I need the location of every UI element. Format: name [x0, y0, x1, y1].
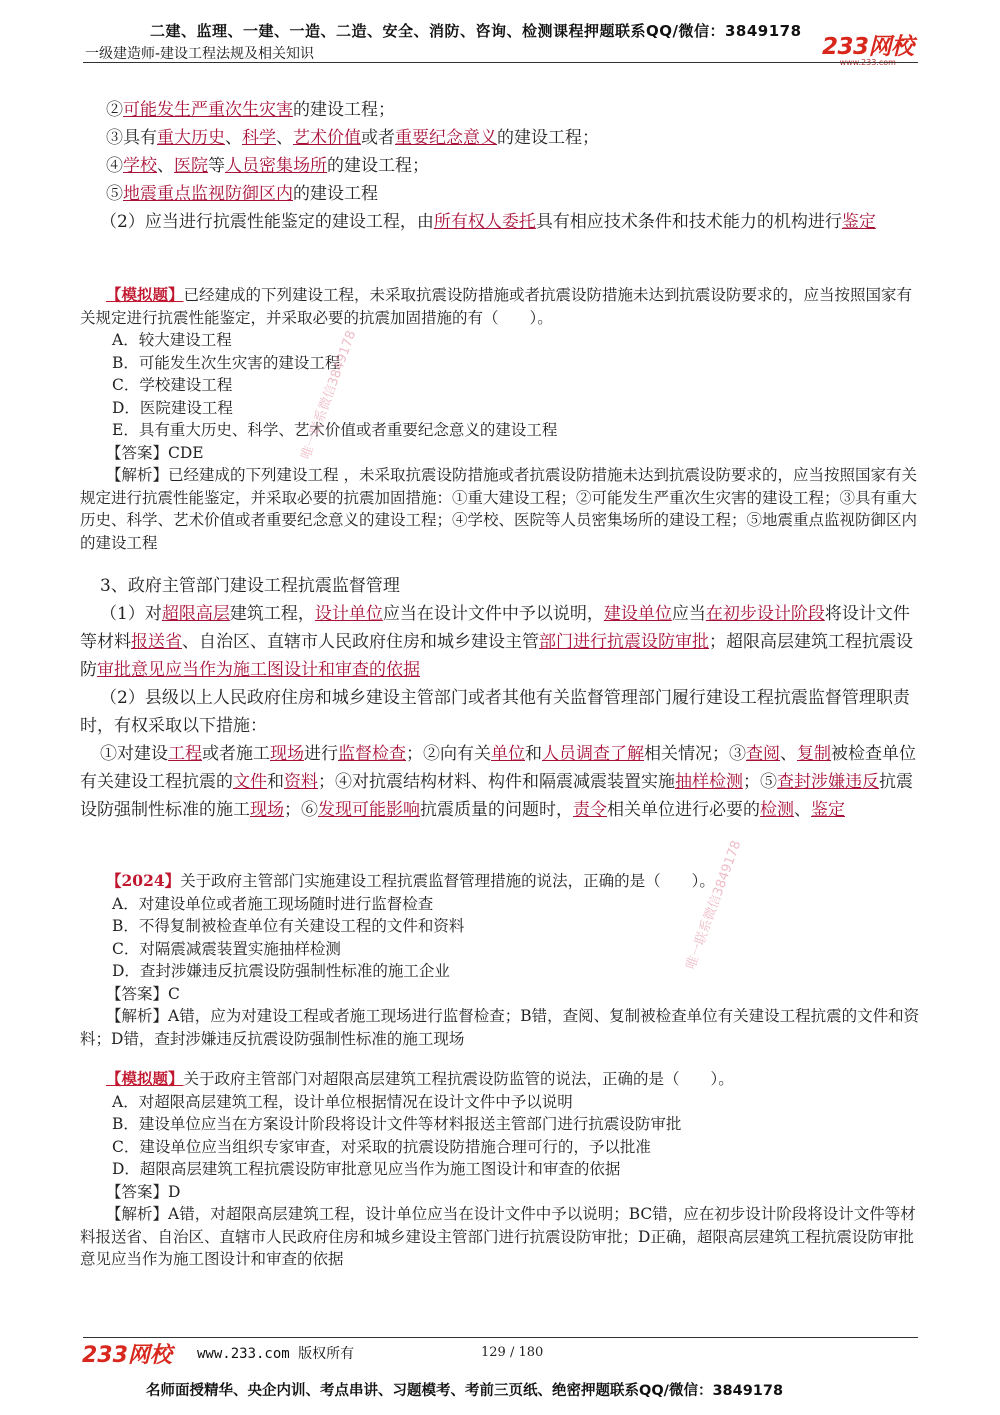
text: 进行 — [304, 744, 338, 764]
option: D．查封涉嫌违反抗震设防强制性标准的施工企业 — [112, 962, 450, 980]
answer-tag: 【答案】 — [106, 1182, 169, 1201]
text: ；超限高层建筑工程抗震设防 — [80, 632, 913, 680]
intro-paragraph-2 — [80, 208, 920, 236]
option: C．对隔震减震装置实施抽样检测 — [112, 939, 341, 958]
text: 、 — [276, 128, 293, 148]
header-logo-text: 233网校 — [822, 34, 914, 60]
option: E．具有重大历史、科学、艺术价值或者重要纪念意义的建设工程 — [112, 421, 558, 439]
text: ③具有 — [106, 128, 157, 148]
key-term: 人员密集场所 — [225, 156, 327, 176]
question-stem — [80, 1068, 920, 1091]
text: 、自治区、直辖市人民政府住房和城乡建设主管 — [182, 632, 539, 652]
key-term: 艺术价值 — [293, 128, 361, 148]
text: ② — [106, 100, 123, 120]
key-term: 在初步设计阶段 — [705, 604, 825, 624]
text: 建筑工程， — [229, 604, 315, 624]
key-term: 现场 — [250, 800, 284, 820]
stem-text: 关于政府主管部门对超限高层建筑工程抗震设防监管的说法，正确的是（ ）。 — [183, 1070, 734, 1088]
text: 、 — [225, 128, 242, 148]
text: 应当在设计文件中予以说明， — [382, 604, 604, 624]
text: 、 — [780, 744, 797, 764]
key-term: 设计单位 — [314, 604, 383, 624]
answer-value: CDE — [168, 443, 204, 462]
answer — [80, 442, 920, 465]
text: 的建设工程； — [327, 156, 429, 176]
text: 、 — [157, 156, 174, 176]
section-paragraph-1 — [80, 600, 920, 684]
text: 将设计文件等材料 — [80, 604, 910, 652]
analysis-tag: 【解析】 — [106, 466, 169, 484]
text: ④ — [106, 156, 123, 176]
analysis-tag: 【解析】 — [106, 1007, 169, 1025]
footer-divider — [83, 1337, 918, 1338]
section-paragraph-2: （2）县级以上人民政府住房和城乡建设主管部门或者其他有关监督管理部门履行建设工程抗震监督管理职责时，有权采取以下措施： — [80, 688, 910, 736]
key-term: 监督检查 — [338, 744, 406, 764]
question-stem — [80, 284, 920, 329]
analysis-text: A错，对超限高层建筑工程，设计单位应当在设计文件中予以说明；BC错，应在初步设计阶段将设计文件等材料报送省、自治区、直辖市人民政府住房和城乡建设主管部门进行抗震设防审批；D正确，超限高层建筑工程抗震设防审批意见应当作为施工图设计和审查的依据 — [80, 1205, 916, 1268]
key-term: 审批意见应当作为施工图设计和审查的依据 — [97, 660, 420, 680]
text: ；②向有关 — [406, 744, 491, 764]
text: （2）应当进行抗震性能鉴定的建设工程，由 — [100, 212, 434, 232]
key-term: 查封涉嫌违反 — [777, 772, 879, 792]
answer-tag: 【答案】 — [106, 984, 169, 1003]
key-term: 资料 — [284, 772, 318, 792]
footer-promo: 名师面授精华、央企内训、考点串讲、习题模考、考前三页纸、绝密押题联系QQ/微信：3849178 — [146, 1383, 784, 1399]
option: A．较大建设工程 — [112, 331, 232, 349]
intro-item-2 — [80, 96, 920, 124]
text: ；⑥ — [284, 800, 318, 820]
answer — [80, 983, 920, 1006]
key-term: 现场 — [270, 744, 304, 764]
text: 的建设工程 — [293, 184, 378, 204]
key-term: 检测 — [760, 800, 794, 820]
key-term: 复制 — [797, 744, 831, 764]
key-term: 单位 — [491, 744, 525, 764]
answer-value: D — [168, 1182, 181, 1201]
header-promo: 二建、监理、一建、一造、二造、安全、消防、咨询、检测课程押题联系QQ/微信：3849178 — [150, 22, 802, 40]
question-stem — [80, 870, 920, 893]
footer-logo: 233网校 — [82, 1343, 172, 1368]
key-term: 工程 — [168, 744, 202, 764]
text: 相关情况；③ — [644, 744, 746, 764]
option: B．可能发生次生灾害的建设工程 — [112, 353, 341, 372]
text: ；⑤ — [743, 772, 777, 792]
key-term: 查阅 — [746, 744, 780, 764]
key-term: 医院 — [174, 156, 208, 176]
intro-item-3 — [80, 124, 920, 152]
key-term: 可能发生严重次生灾害 — [123, 100, 293, 120]
intro-item-4 — [80, 152, 920, 180]
answer-tag: 【答案】 — [106, 443, 169, 462]
text: ；④对抗震结构材料、构件和隔震减震装置实施 — [318, 772, 675, 792]
intro-item-5 — [80, 180, 920, 208]
stem-text: 关于政府主管部门实施建设工程抗震监督管理措施的说法，正确的是（ ）。 — [180, 872, 715, 890]
analysis-tag: 【解析】 — [106, 1205, 169, 1223]
text: 具有相应技术条件和技术能力的机构进行 — [535, 212, 842, 232]
option: B．建设单位应当在方案设计阶段将设计文件等材料报送主管部门进行抗震设防审批 — [112, 1115, 682, 1133]
answer — [80, 1181, 920, 1204]
text: （1）对 — [100, 604, 162, 624]
section-paragraph-3 — [80, 740, 920, 824]
key-term: 建设单位 — [603, 604, 672, 624]
text: 或者 — [361, 128, 395, 148]
option: C．学校建设工程 — [112, 376, 233, 394]
key-term: 文件 — [233, 772, 267, 792]
text: 应当 — [671, 604, 706, 624]
question-tag: 【模拟题】 — [106, 1069, 184, 1088]
key-term: 责令 — [573, 800, 607, 820]
text: 抗震设防强制性标准的施工 — [80, 772, 913, 820]
key-term: 重大历史 — [157, 128, 225, 148]
stem-text: 已经建成的下列建设工程，未采取抗震设防措施或者抗震设防措施未达到抗震设防要求的，应当按照国家有关规定进行抗震性能鉴定，并采取必要的抗震加固措施的有（ ）。 — [80, 286, 913, 327]
key-term: 所有权人委托 — [433, 212, 536, 232]
key-term: 人员调查了解 — [542, 744, 644, 764]
key-term: 报送省 — [131, 632, 182, 652]
text: ⑤ — [106, 184, 123, 204]
key-term: 抽样检测 — [675, 772, 743, 792]
text: ①对建设 — [100, 744, 168, 764]
question-tag: 【模拟题】 — [106, 285, 184, 304]
watermark: 唯一联系微信3849178 — [298, 328, 360, 462]
question-tag: 【2024】 — [106, 871, 181, 890]
section-heading: 3、政府主管部门建设工程抗震监督管理 — [100, 576, 400, 596]
text: 、 — [794, 800, 811, 820]
option: D．超限高层建筑工程抗震设防审批意见应当作为施工图设计和审查的依据 — [112, 1160, 621, 1178]
analysis — [80, 1203, 920, 1271]
text: 抗震质量的问题时， — [420, 800, 573, 820]
key-term: 发现可能影响 — [318, 800, 420, 820]
analysis-text: A错，应为对建设工程或者施工现场进行监督检查；B错，查阅、复制被检查单位有关建设工程抗震的文件和资料；D错，查封涉嫌违反抗震设防强制性标准的施工现场 — [80, 1007, 920, 1048]
text: 等 — [208, 156, 225, 176]
key-term: 科学 — [242, 128, 276, 148]
question-1 — [80, 284, 920, 554]
text: 相关单位进行必要的 — [607, 800, 760, 820]
text: 的建设工程； — [293, 100, 395, 120]
intro-list — [80, 96, 920, 236]
analysis — [80, 1005, 920, 1050]
watermark: 唯一联系微信3849178 — [683, 838, 745, 972]
footer-copyright: www.233.com 版权所有 — [197, 1346, 355, 1362]
analysis — [80, 464, 920, 554]
answer-value: C — [168, 984, 180, 1003]
key-term: 地震重点监视防御区内 — [123, 184, 293, 204]
text: 和 — [267, 772, 284, 792]
text: 被检查单位有关建设工程抗震的 — [80, 744, 916, 792]
key-term: 部门进行抗震设防审批 — [539, 632, 709, 652]
section-3 — [80, 572, 920, 824]
header-logo-url: www.233.com — [839, 58, 896, 67]
option: D．医院建设工程 — [112, 398, 233, 417]
key-term: 鉴定 — [841, 212, 876, 232]
key-term: 学校 — [123, 156, 157, 176]
key-term: 重要纪念意义 — [395, 128, 497, 148]
header-divider — [83, 62, 918, 63]
key-term: 超限高层 — [161, 604, 230, 624]
header-subject: 一级建造师-建设工程法规及相关知识 — [85, 46, 315, 62]
question-2 — [80, 870, 920, 1050]
page-number: 129 / 180 — [481, 1345, 544, 1360]
option: C．建设单位应当组织专家审查，对采取的抗震设防措施合理可行的，予以批准 — [112, 1137, 651, 1156]
analysis-text: 已经建成的下列建设工程 ，未采取抗震设防措施或者抗震设防措施未达到抗震设防要求的，应当按照国家有关规定进行抗震性能鉴定，并采取必要的抗震加固措施：①重大建设工程；②可能发生严重次生灾害的建设工程；③具有重大历史、科学、艺术价值或者重要纪念意义的建设工程；④学校、医院等人员密集场所的建设工程；⑤地震重点监视防御区内的建设工程 — [80, 466, 918, 552]
question-3 — [80, 1068, 920, 1271]
text: 的建设工程； — [497, 128, 599, 148]
text: 和 — [525, 744, 542, 764]
key-term: 鉴定 — [811, 800, 845, 820]
option: A．对超限高层建筑工程，设计单位根据情况在设计文件中予以说明 — [112, 1092, 573, 1111]
text: 或者施工 — [202, 744, 270, 764]
option: B．不得复制被检查单位有关建设工程的文件和资料 — [112, 917, 465, 935]
option: A．对建设单位或者施工现场随时进行监督检查 — [112, 894, 434, 913]
